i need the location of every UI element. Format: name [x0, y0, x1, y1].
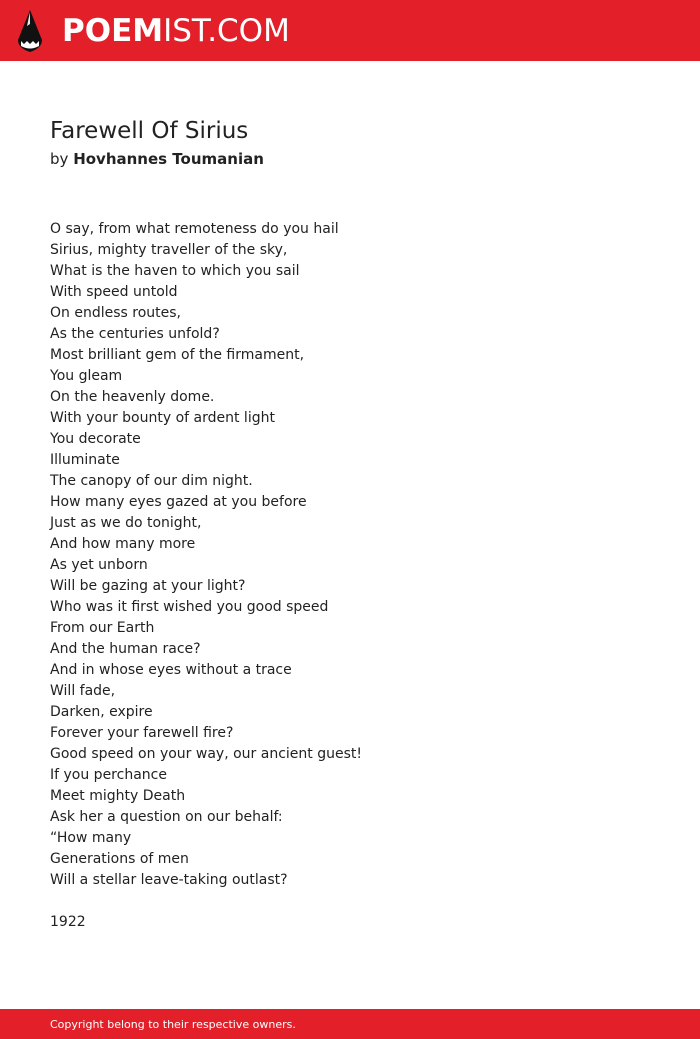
poem-line: Ask her a question on our behalf: [50, 809, 283, 825]
poem-line: You gleam [50, 368, 123, 384]
poem-line: On endless routes, [50, 305, 181, 321]
poem-line: Will be gazing at your light? [50, 578, 246, 594]
poem-line: And how many more [50, 536, 196, 552]
poem-author: Hovhannes Toumanian [73, 150, 264, 168]
poem-line: With speed untold [50, 284, 178, 300]
poem-line: Who was it first wished you good speed [50, 599, 329, 615]
poem-line: “How many [50, 830, 132, 846]
poem-line: As yet unborn [50, 557, 148, 573]
poem-line: O say, from what remoteness do you hail [50, 221, 339, 237]
poem-body [50, 219, 362, 891]
poem-line: You decorate [50, 431, 141, 447]
pencil-tip-icon[interactable] [17, 10, 43, 52]
poem-line: Illuminate [50, 452, 120, 468]
poem-line: And in whose eyes without a trace [50, 662, 292, 678]
poem-line: And the human race? [50, 641, 201, 657]
poem-line: Will fade, [50, 683, 116, 699]
poem-line: If you perchance [50, 767, 167, 783]
poem-line: How many eyes gazed at you before [50, 494, 307, 510]
poem-line: The canopy of our dim night. [50, 473, 253, 489]
site-header [0, 0, 700, 61]
poem-byline [50, 149, 264, 169]
poem-line: On the heavenly dome. [50, 389, 215, 405]
poem-line: Good speed on your way, our ancient guest! [50, 746, 362, 762]
poem-year: 1922 [50, 914, 86, 930]
poem-line: Just as we do tonight, [50, 515, 202, 531]
poem-line: With your bounty of ardent light [50, 410, 275, 426]
poem-line: Most brilliant gem of the firmament, [50, 347, 305, 363]
poem-line: What is the haven to which you sail [50, 263, 300, 279]
site-footer [0, 1009, 700, 1039]
poem-line: As the centuries unfold? [50, 326, 220, 342]
poem-line: Meet mighty Death [50, 788, 186, 804]
poem-title: Farewell Of Sirius [50, 118, 249, 144]
copyright-notice: Copyright belong to their respective owners. [50, 1018, 296, 1031]
logo-bold-text: POEM [62, 13, 164, 49]
poem-line: From our Earth [50, 620, 155, 636]
byline-prefix: by [50, 150, 69, 168]
poem-line: Generations of men [50, 851, 189, 867]
poem-line: Darken, expire [50, 704, 153, 720]
poem-line: Will a stellar leave-taking outlast? [50, 872, 288, 888]
poem-line: Sirius, mighty traveller of the sky, [50, 242, 288, 258]
site-logo[interactable] [62, 12, 290, 50]
poem-line: Forever your farewell fire? [50, 725, 234, 741]
logo-light-text: IST.COM [163, 13, 290, 49]
